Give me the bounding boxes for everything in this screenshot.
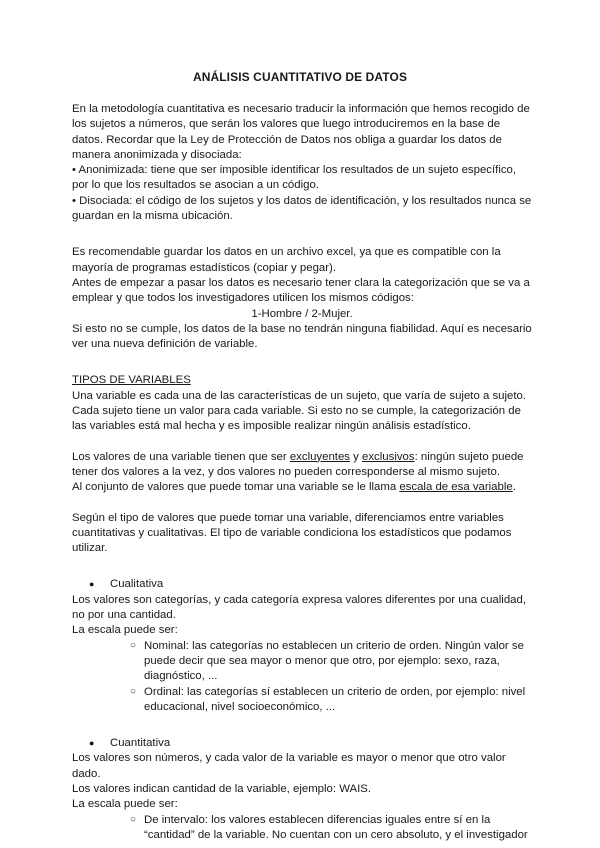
cuantitativa-heading: [72, 736, 532, 751]
scale-paragraph: [72, 480, 532, 495]
values-text-3: : ningún sujeto puede tener dos valores a la vez, y dos valores no pueden corresponderse al mismo sujeto.: [72, 450, 524, 478]
cuantitativa-label: Cuantitativa: [110, 737, 171, 750]
cuantitativa-scale-intro: La escala puede ser:: [72, 798, 178, 811]
ordinal-text: Ordinal: las categorías sí establecen un criterio de orden, por ejemplo: nivel educacional, nivel socioeconómico, ...: [144, 685, 526, 713]
types-paragraph: Según el tipo de valores que puede tomar una variable, diferenciamos entre variables cuantitativas y cualitativas. El tipo de variable condiciona los estadísticos que podamos utilizar.: [72, 511, 512, 555]
scale-text-2: .: [512, 481, 516, 494]
nominal-text: Nominal: las categorías no establecen un criterio de orden. Ningún valor se puede decir que sea mayor o menor que otro, por ejemplo: sexo, raza, diagnóstico, ...: [144, 639, 524, 683]
section-heading: TIPOS DE VARIABLES: [72, 374, 191, 387]
circle-bullet-icon: ○: [130, 813, 137, 825]
ordinal-item: [72, 685, 532, 716]
values-paragraph: [72, 450, 532, 481]
intervalo-text: De intervalo: los valores establecen diferencias iguales entre sí en la “cantidad” de la variable. No cuentan con un cero absoluto, y el investigador: [144, 813, 528, 841]
values-text-2: y: [350, 450, 363, 463]
intervalo-item: [72, 813, 532, 844]
scale-text-1: Al conjunto de valores que puede tomar una variable se le llama: [72, 481, 400, 494]
variable-definition: Una variable es cada una de las características de un sujeto, que varía de sujeto a sujeto. Cada sujeto tiene un valor para cada variable. Si esto no se cumple, la categorización de las variables está mal hecha y es imposible realizar ningún análisis estadístico.: [72, 389, 527, 433]
intro-paragraph: En la metodología cuantitativa es necesario traducir la información que hemos recogido de los sujetos a números, que serán los valores que luego introduciremos en la base de datos. Recordar que la Ley de Protección de Datos nos obliga a guardar los datos de manera anonimizada y disociada:: [72, 103, 530, 161]
circle-bullet-icon: ○: [130, 639, 137, 651]
cuantitativa-description: Los valores son números, y cada valor de la variable es mayor o menor que otro valor dado.: [72, 752, 506, 780]
circle-bullet-icon: ○: [130, 685, 137, 697]
excluyentes-term: excluyentes: [289, 450, 350, 463]
cuantitativa-example: Los valores indican cantidad de la variable, ejemplo: WAIS.: [72, 782, 372, 795]
escala-term: escala de esa variable: [399, 481, 513, 494]
cualitativa-label: Cualitativa: [110, 578, 164, 591]
code-example: 1-Hombre / 2-Mujer.: [251, 307, 353, 320]
bullet-icon: ●: [89, 738, 95, 749]
excel-paragraph: Es recomendable guardar los datos en un archivo excel, ya que es compatible con la mayoría de programas estadísticos (copiar y pegar).: [72, 246, 501, 274]
document-body: [72, 102, 532, 843]
cualitativa-description: Los valores son categorías, y cada categoría expresa valores diferentes por una cualidad, no por una cantidad.: [72, 593, 526, 622]
reliability-paragraph: Si esto no se cumple, los datos de la base no tendrán ninguna fiabilidad. Aquí es necesario ver una nueva definición de variable.: [72, 322, 532, 351]
disociada-item: • Disociada: el código de los sujetos y los datos de identificación, y los resultados nunca se guardan en la misma ubicación.: [72, 194, 532, 223]
page-title: ANÁLISIS CUANTITATIVO DE DATOS: [192, 70, 408, 84]
categorization-paragraph: Antes de empezar a pasar los datos es necesario tener clara la categorización que se va a emplear y que todos los investigadores utilicen los mismos códigos:: [72, 276, 530, 305]
anonimizada-item: • Anonimizada: tiene que ser imposible identificar los resultados de un sujeto específico, por lo que los resultados se asocian a un código.: [72, 164, 517, 192]
bullet-icon: ●: [89, 579, 95, 590]
values-text-1: Los valores de una variable tienen que ser: [72, 450, 290, 463]
cualitativa-scale-intro: La escala puede ser:: [72, 624, 178, 637]
nominal-item: [72, 639, 532, 685]
cualitativa-heading: [72, 577, 532, 592]
exclusivos-term: exclusivos: [362, 450, 415, 463]
